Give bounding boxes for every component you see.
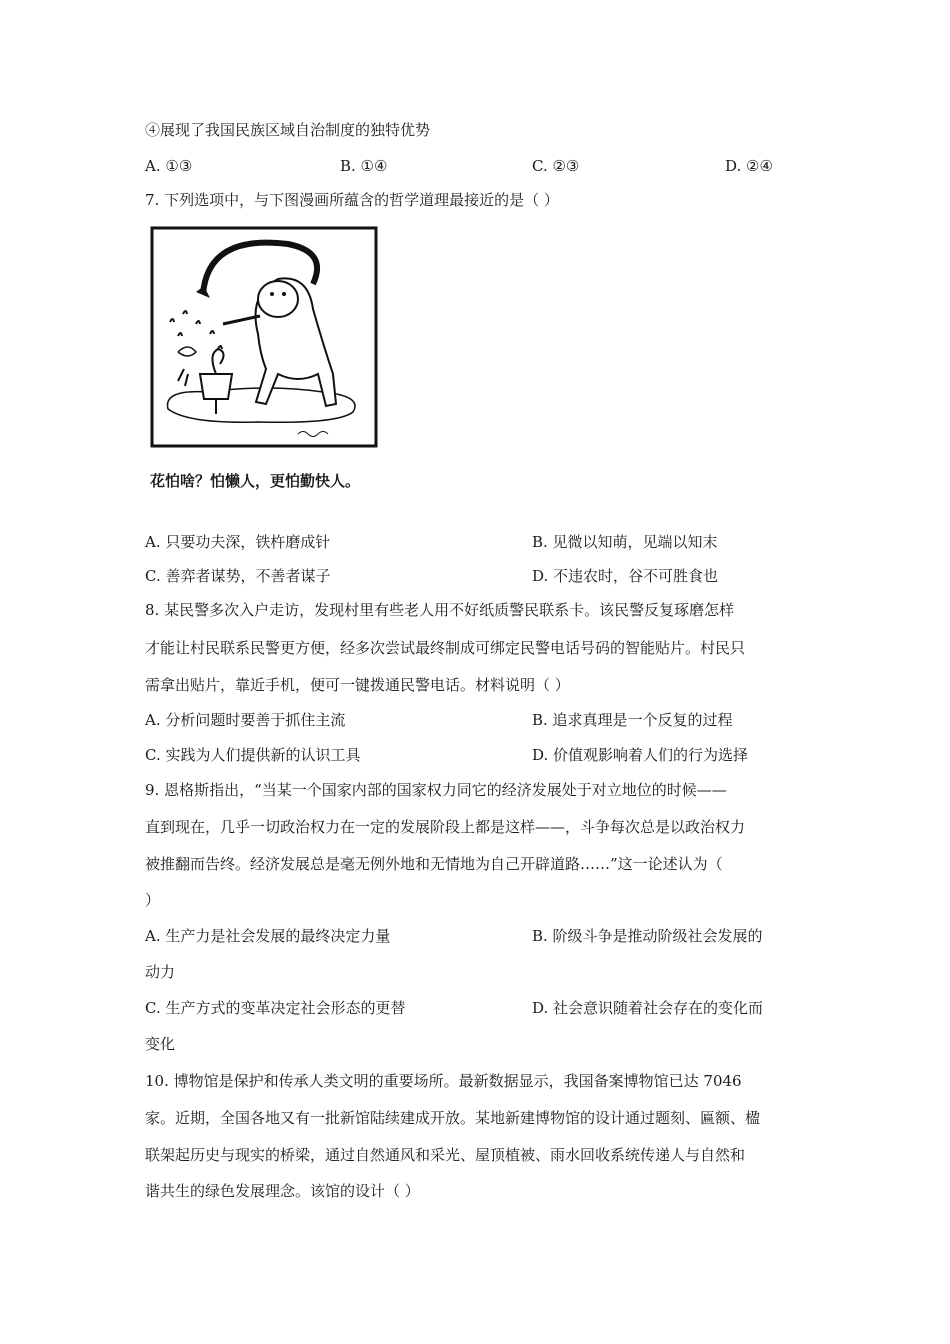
q7-option-a: A. 只要功夫深，铁杵磨成针 [145, 533, 331, 551]
q9-option-b: B. 阶级斗争是推动阶级社会发展的 [532, 927, 763, 945]
cartoon-caption: 花怕啥？怕懒人，更怕勤快人。 [150, 472, 361, 490]
q6-option-c: C. ②③ [532, 157, 580, 175]
q8-option-d: D. 价值观影响着人们的行为选择 [532, 746, 749, 764]
q6-option-a: A. ①③ [145, 157, 193, 175]
q10-line: 10. 博物馆是保护和传承人类文明的重要场所。最新数据显示，我国备案博物馆已达 7046 [145, 1072, 742, 1090]
q9-option-d: D. 社会意识随着社会存在的变化而 [532, 999, 764, 1017]
q9-option-d-continued: 变化 [145, 1035, 176, 1053]
q8-option-a: A. 分析问题时要善于抓住主流 [145, 711, 346, 729]
q9-line: 直到现在，几乎一切政治权力在一定的发展阶段上都是这样——，斗争每次总是以政治权力 [145, 818, 746, 836]
item-4: ④展现了我国民族区域自治制度的独特优势 [145, 121, 431, 139]
q9-line: 9. 恩格斯指出，“当某一个国家内部的国家权力同它的经济发展处于对立地位的时候—— [145, 781, 727, 799]
q9-option-a: A. 生产力是社会发展的最终决定力量 [145, 927, 391, 945]
cartoon-watering-image [148, 224, 380, 450]
q9-line: ） [145, 891, 161, 909]
q8-option-c: C. 实践为人们提供新的认识工具 [145, 746, 361, 764]
q8-line: 8. 某民警多次入户走访，发现村里有些老人用不好纸质警民联系卡。该民警反复琢磨怎样 [145, 601, 735, 619]
q8-line: 需拿出贴片，靠近手机，便可一键拨通民警电话。材料说明（ ） [145, 676, 570, 694]
q6-option-b: B. ①④ [340, 157, 388, 175]
q8-line: 才能让村民联系民警更方便，经多次尝试最终制成可绑定民警电话号码的智能贴片。村民只 [145, 639, 746, 657]
q10-line: 联架起历史与现实的桥梁，通过自然通风和采光、屋顶植被、雨水回收系统传递人与自然和 [145, 1146, 746, 1164]
q7-option-c: C. 善弈者谋势，不善者谋子 [145, 567, 331, 585]
q7-option-b: B. 见微以知萌，见端以知末 [532, 533, 718, 551]
q10-line: 家。近期，全国各地又有一批新馆陆续建成开放。某地新建博物馆的设计通过题刻、匾额、楹 [145, 1109, 761, 1127]
q7-stem: 7. 下列选项中，与下图漫画所蕴含的哲学道理最接近的是（ ） [145, 191, 559, 209]
q7-option-d: D. 不违农时，谷不可胜食也 [532, 567, 719, 585]
q8-option-b: B. 追求真理是一个反复的过程 [532, 711, 733, 729]
q9-option-c: C. 生产方式的变革决定社会形态的更替 [145, 999, 406, 1017]
q9-option-b-continued: 动力 [145, 963, 176, 981]
q10-line: 谐共生的绿色发展理念。该馆的设计（ ） [145, 1182, 420, 1200]
q6-option-d: D. ②④ [725, 157, 773, 175]
q9-line: 被推翻而告终。经济发展总是毫无例外地和无情地为自己开辟道路……”这一论述认为（ [145, 855, 723, 873]
